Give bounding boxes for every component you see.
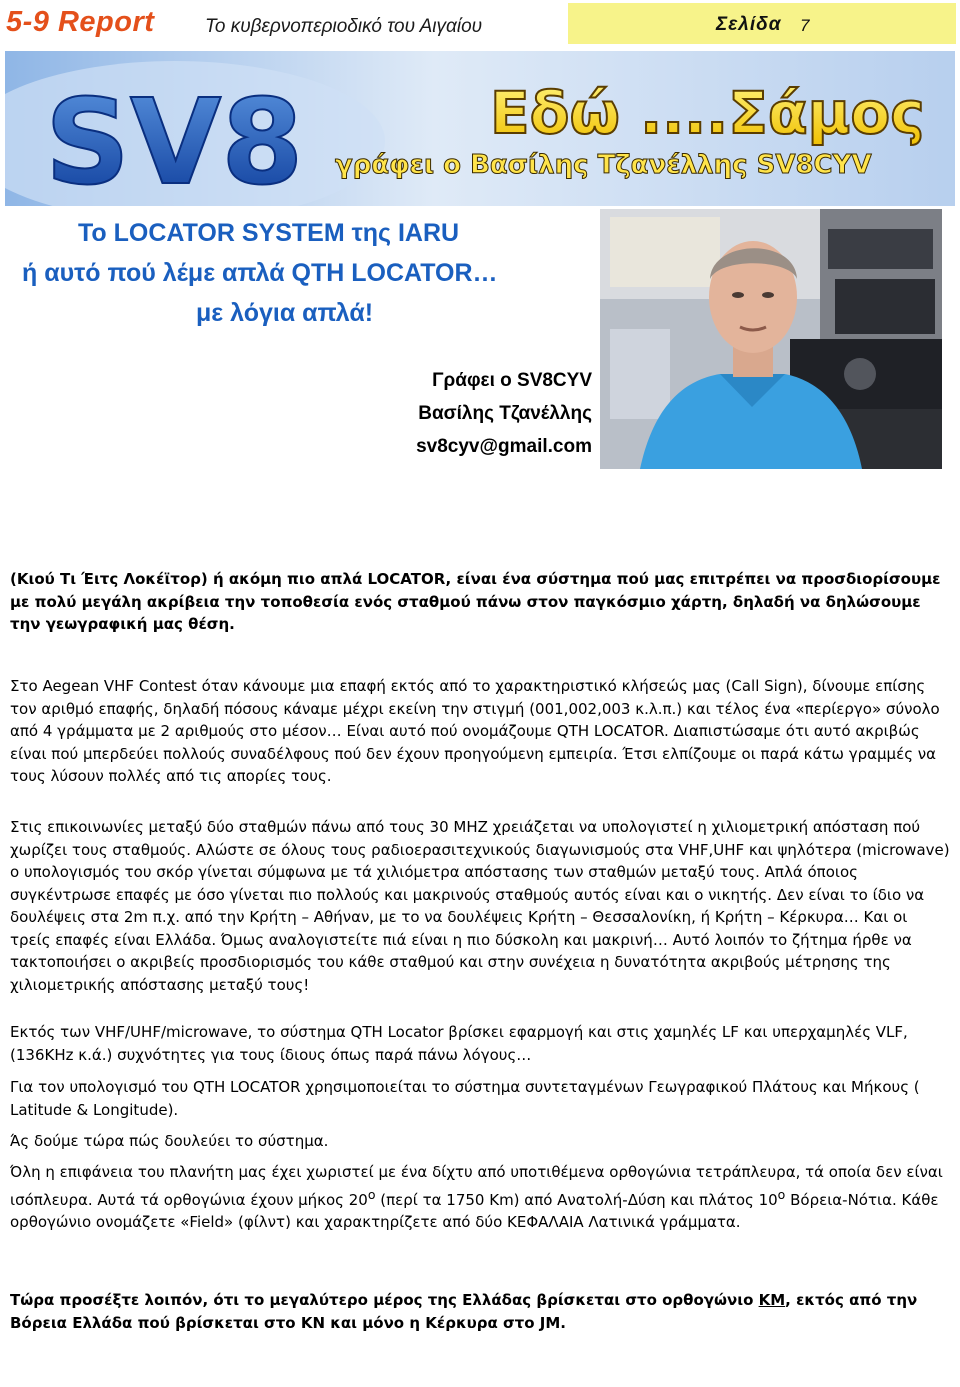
banner-graphic — [5, 51, 957, 208]
page-header — [0, 0, 960, 48]
banner-heading: Εδώ ....Σάμος — [490, 79, 925, 147]
article-title-line-3: με λόγια απλά! — [196, 299, 374, 327]
degree-sign: ο — [367, 1186, 376, 1202]
magazine-brand: 5-9 Report — [6, 6, 155, 38]
fields-text-a: Όλη η επιφάνεια του πλανήτη μας έχει χωριστεί με ένα δίχτυ από υποτιθέμενα ορθογώνια τετράπλευρα, τά οποία δεν είναι ισόπλευρα. Αυτά τά ορθογώνια έχουν μήκος 20 — [10, 1163, 943, 1209]
greece-text-a: Τώρα προσέξτε λοιπόν, ότι το μεγαλύτερο μέρος της Ελλάδας βρίσκεται στο ορθογώνιο — [10, 1291, 759, 1309]
paragraph-aegean-contest: Στο Aegean VHF Contest όταν κάνουμε μια επαφή εκτός από το χαρακτηριστικό κλήσεώς μας (Call Sign), δίνουμε επίσης τον αριθμό επαφής, δηλαδή πόσους κάναμε μέχρι εκείνη την στιγμή (001,002,003 κ.λ.π.) και τέλος ένα «περίεργο» σύνολο από 4 γράμματα με 2 αριθμούς στο μέσον… Είναι αυτό πού ονομάζουμε QTH LOCATOR. Διαπιστώσαμε ότι αυτό ακριβώς είναι πού μπερδεύει πολλούς συναδέλφους πού δεν έχουν προηγούμενη εμπειρία. Έτσι ελπίζουμε οι παρά κάτω γραμμές να τους λύσουν πολλές από τις απορίες τους. — [10, 677, 940, 785]
author-name: Βασίλης Τζανέλλης — [418, 403, 592, 424]
km-field-code: KM — [758, 1291, 786, 1309]
header-page-box — [568, 3, 956, 44]
greece-text-b: , εκτός από την Βόρεια Ελλάδα πού βρίσκεται στο KN και μόνο η Κέρκυρα στο JM. — [10, 1291, 918, 1332]
paragraph-how-it-works: Άς δούμε τώρα πώς δουλεύει το σύστημα. — [10, 1132, 329, 1150]
author-line-1: Γράφει ο SV8CYV — [432, 370, 592, 391]
author-photo-illustration — [600, 209, 942, 469]
author-email: sv8cyv@gmail.com — [416, 436, 592, 457]
degree-sign: ο — [777, 1186, 786, 1202]
article-title-line-1: Το LOCATOR SYSTEM της IARU — [78, 219, 460, 247]
header-left — [0, 2, 568, 44]
paragraph-coordinates: Για τον υπολογισμό του QTH LOCATOR χρησιμοποιείται το σύστημα συντεταγμένων Γεωγραφικού Πλάτους και Μήκους ( Latitude & Longitude). — [10, 1078, 920, 1119]
page-label: Σελίδα — [716, 14, 782, 35]
banner-byline: γράφει ο Βασίλης Τζανέλλης SV8CYV — [335, 150, 872, 180]
fields-text-c: Βόρεια-Νότια. Κάθε ορθογώνιο ονομάζετε «Field» (φίλντ) και χαρακτηρίζετε από δύο ΚΕΦΑΛΑΙΑ Λατινικά γράμματα. — [10, 1190, 939, 1231]
page-number: 7 — [800, 16, 810, 35]
article-title-line-2: ή αυτό πού λέμε απλά QTH LOCATOR… — [22, 259, 498, 287]
intro-paragraph: (Κιού Τι Έιτς Λοκέϊτορ) ή ακόμη πιο απλά LOCATOR, είναι ένα σύστημα πού μας επιτρέπει να προσδιορίσουμε με πολύ μεγάλη ακρίβεια την τοποθεσία ενός σταθμού πάνω στον παγκόσμιο χάρτη, δηλαδή να δηλώσουμε την γεωγραφική μας θέση. — [10, 570, 941, 633]
column-banner — [3, 49, 957, 208]
banner-logo-text: SV8 — [45, 73, 304, 210]
magazine-subtitle: Το κυβερνοπεριοδικό του Αιγαίου — [205, 16, 483, 37]
paragraph-distance: Στις επικοινωνίες μεταξύ δύο σταθμών πάνω από τους 30 MHZ χρειάζεται να υπολογιστεί η χιλιομετρική απόσταση πού χωρίζει τους σταθμούς. Αλώστε σε όλους τους ραδιοερασιτεχνικούς διαγωνισμούς στα VHF,UHF και ψηλότερα (microwave) ο υπολογισμός του σκόρ γίνεται σύμφωνα με τά χιλιόμετρα απόστασης των σταθμών μεταξύ τους. Απλά όποιος συγκέντρωσε επαφές με όσο γίνεται πιο πολλούς και μακρινούς σταθμούς αυτός είναι και ο νικητής. Δεν είναι το ίδιο να δουλέψεις στα 2m π.χ. από την Κρήτη – Αθήναν, με το να δουλέψεις Κρήτη – Θεσσαλονίκη, ή Κρήτη – Κέρκυρα… Και οι τρείς επαφές είναι Ελλάδα. Όμως αναλογιστείτε πιά είναι η πιο δύσκολη και μακρινή… Αυτό λοιπόν το ζήτημα ήρθε να τακτοποιήσει ο ακριβείς προσδιορισμός του κάθε σταθμού και στην συνέχεια η δυνατότητα ακριβούς μέτρησης της χιλιομετρικής απόστασης μεταξύ τους! — [10, 818, 950, 994]
paragraph-greece-km — [10, 1289, 950, 1334]
paragraph-fields — [10, 1161, 950, 1234]
author-photo — [600, 209, 942, 469]
fields-text-b: (περί τα 1750 Km) από Ανατολή-Δύση και πλάτος 10 — [375, 1190, 778, 1209]
paragraph-lf-vlf: Εκτός των VHF/UHF/microwave, το σύστημα QTH Locator βρίσκει εφαρμογή και στις χαμηλές LF και υπερχαμηλές VLF, (136KHz κ.ά.) συχνότητες για τους ίδιους όπως παρά πάνω λόγους… — [10, 1023, 908, 1064]
